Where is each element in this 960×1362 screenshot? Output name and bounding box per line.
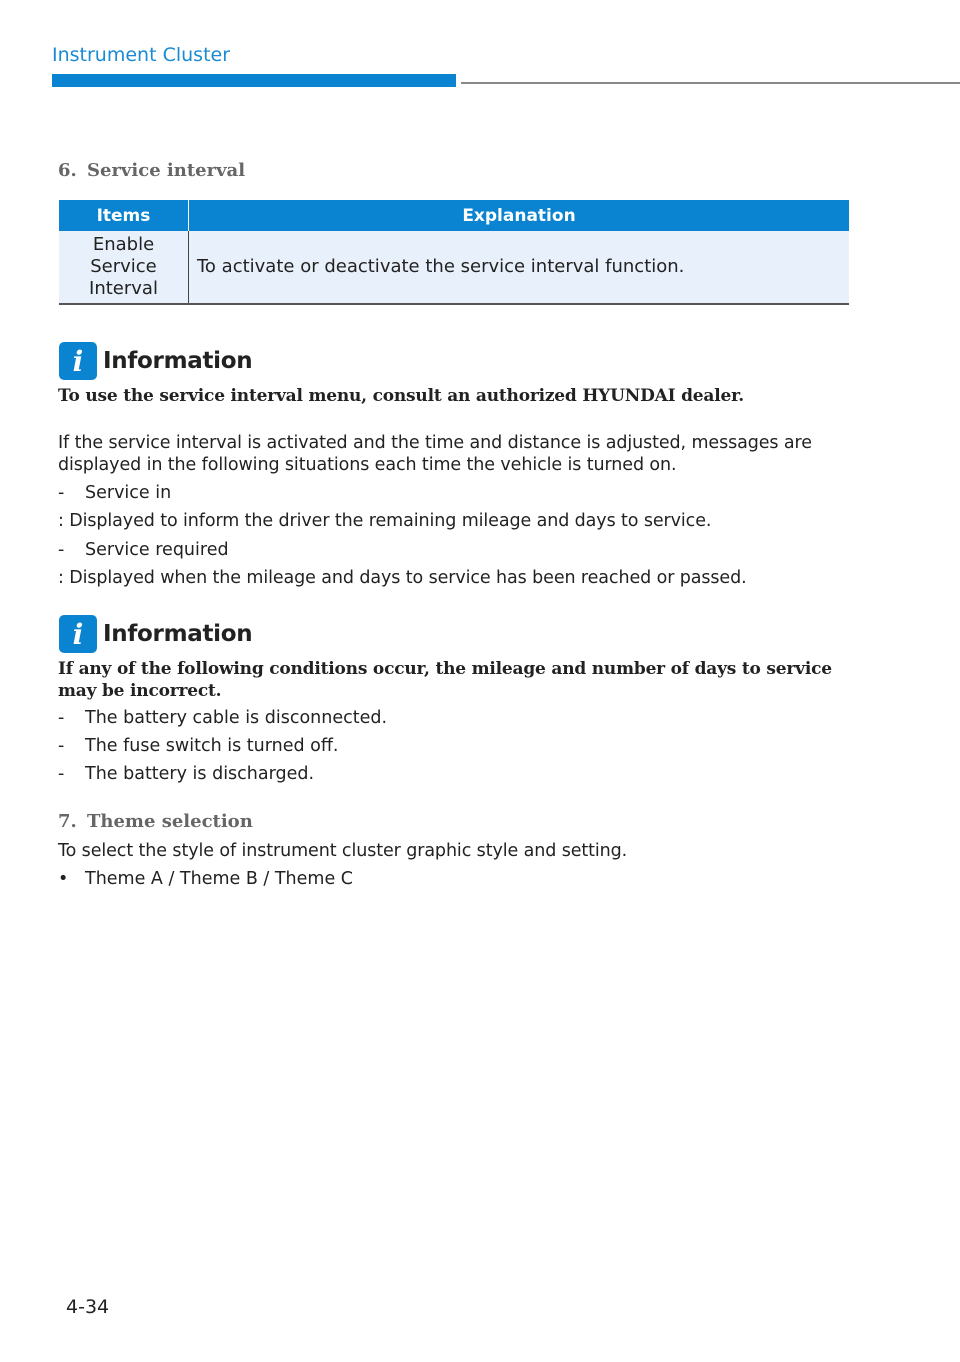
info-paragraph-1: If the service interval is activated and the time and distance is adjusted, messages are displayed in the following situations each time the vehicle is turned on. [58,433,812,475]
info-label-1: Information [103,348,253,374]
list-item-text: The battery cable is disconnected. [85,708,388,728]
list-item [58,482,171,504]
section-7-title-text: Theme selection [87,811,253,832]
section-6-number: 6. [58,160,77,181]
section-6-title [58,160,245,181]
list-item-text: The battery is discharged. [85,764,315,784]
header-title: Instrument Cluster [52,44,231,66]
table-header-row [59,200,849,231]
service-interval-table [59,200,849,305]
list-item-text: The fuse switch is turned off. [85,736,339,756]
list-item [58,539,229,561]
list-item-description: : Displayed when the mileage and days to service has been reached or passed. [58,568,747,588]
list-item [58,707,387,729]
info-label-2: Information [103,621,253,647]
info-heading-1 [59,341,252,381]
dash-marker: - [58,764,65,784]
list-item-description: : Displayed to inform the driver the remaining mileage and days to service. [58,511,712,531]
list-item [58,735,338,757]
list-item [58,763,314,785]
info-note-1: To use the service interval menu, consult an authorized HYUNDAI dealer. [58,386,744,406]
table-cell-explanation: To activate or deactivate the service interval function. [189,231,850,304]
section-6-title-text: Service interval [87,160,246,181]
dash-marker: - [58,708,65,728]
header-bar [52,74,456,87]
list-item [58,868,353,890]
section-7-paragraph: To select the style of instrument cluster graphic style and setting. [58,841,628,861]
information-icon: i [59,342,97,380]
table-row [59,231,849,304]
page-number: 4-34 [66,1296,110,1318]
info-note-2: If any of the following conditions occur, the mileage and number of days to service may be incorrect. [58,659,832,701]
info-heading-2 [59,614,252,654]
table-cell-item: Enable Service Interval [59,231,189,304]
dash-marker: - [58,736,65,756]
section-7-title [58,811,253,832]
section-7-number: 7. [58,811,77,832]
list-item-text: Service required [85,540,229,560]
header-rule [461,82,960,84]
dash-marker: - [58,540,65,560]
list-item-text: Theme A / Theme B / Theme C [85,869,354,889]
bullet-marker: • [58,869,69,889]
list-item-text: Service in [85,483,172,503]
table-header-explanation: Explanation [189,200,850,231]
information-icon: i [59,615,97,653]
dash-marker: - [58,483,65,503]
table-header-items: Items [59,200,189,231]
